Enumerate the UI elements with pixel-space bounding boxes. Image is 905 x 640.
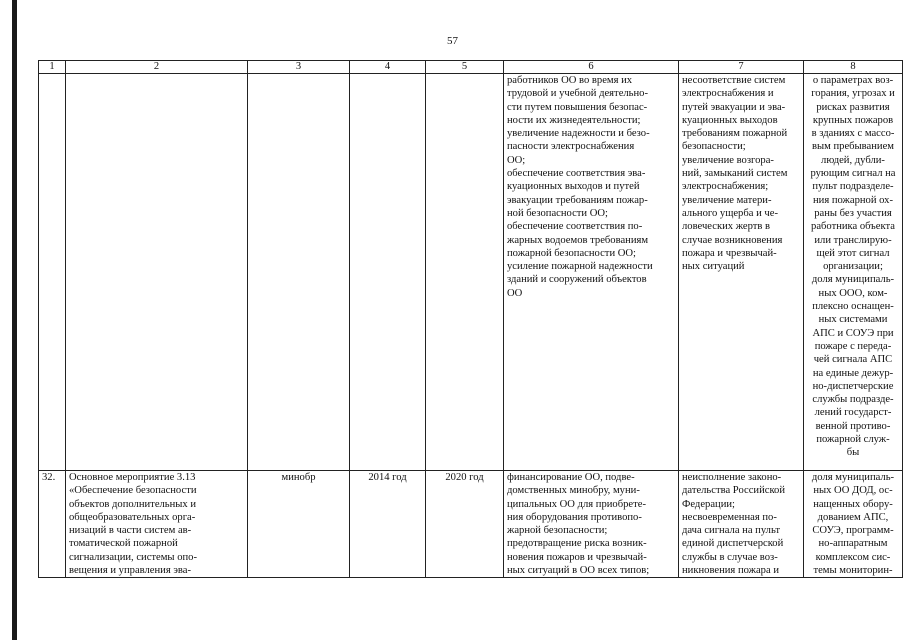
cell-start-year: 2014 год: [350, 471, 426, 578]
text-line: обеспечение соответствия эва-: [507, 168, 646, 180]
column-number-2: 2: [66, 61, 248, 74]
text-line: увеличение надежности и безо-: [507, 128, 650, 140]
column-number-6: 6: [504, 61, 679, 74]
text-line: пасности электроснабжения: [507, 141, 635, 153]
text-line: усиление пожарной надежности: [507, 261, 653, 273]
text-line: пожарной служ-: [816, 434, 890, 446]
text-line: пожарной безопасности ОО;: [507, 247, 637, 259]
scan-edge-bar: [12, 0, 17, 640]
text-line: службы в случае воз-: [682, 551, 778, 563]
text-line: или транслирую-: [814, 234, 892, 246]
text-line: зданий и сооружений объектов: [507, 274, 647, 286]
text-line: пожара и чрезвычай-: [682, 247, 777, 259]
text-line: лений государст-: [814, 407, 892, 419]
text-line: комплексом сис-: [815, 551, 891, 563]
text-line: ных ситуаций: [682, 261, 745, 273]
table-header-row: [39, 61, 903, 74]
text-line: плексно оснащен-: [812, 301, 894, 313]
text-line: финансирование ОО, подве-: [507, 472, 635, 483]
text-line: вым пребыванием: [812, 141, 894, 153]
text-line: в зданиях с массо-: [811, 128, 895, 140]
column-number-8: 8: [804, 61, 903, 74]
text-line: но-аппаратным: [818, 538, 888, 550]
cell-measure-name: [66, 471, 248, 578]
text-line: сти путем повышения безопас-: [507, 101, 648, 113]
text-line: общеобразовательных орга-: [69, 511, 196, 523]
column-number-3: 3: [248, 61, 350, 74]
column-number-1: 1: [39, 61, 66, 74]
text-line: предотвращение риска возник-: [507, 538, 647, 550]
cell-indicators: [804, 74, 903, 471]
text-line: ной безопасности ОО;: [507, 207, 608, 219]
text-line: требованиям пожарной: [682, 128, 788, 140]
text-line: жарной безопасности;: [507, 525, 608, 537]
cell-indicators: [804, 471, 903, 578]
text-line: ний, замыканий систем: [682, 168, 788, 180]
text-line: обеспечение соответствия по-: [507, 221, 643, 233]
text-line: единой диспетчерской: [682, 538, 784, 550]
text-line: увеличение матери-: [682, 194, 772, 206]
text-line: несоответствие систем: [682, 75, 786, 86]
text-line: дача сигнала на пульт: [682, 525, 781, 537]
text-line: жарных водоемов требованиям: [507, 234, 649, 246]
text-line: безопасности;: [682, 141, 746, 153]
text-line: крупных пожаров: [812, 114, 894, 126]
text-line: ального ущерба и че-: [682, 207, 778, 219]
page-number: 57: [447, 35, 458, 47]
table-row-32: [39, 471, 903, 578]
text-line: доля муниципаль-: [811, 274, 895, 286]
text-line: Основное мероприятие 3.13: [69, 472, 196, 483]
text-line: низаций в части систем ав-: [69, 525, 192, 537]
text-line: горания, угрозах и: [811, 88, 895, 100]
text-line: раны без участия: [814, 207, 892, 219]
text-line: ных ООО, ком-: [818, 287, 888, 299]
text-line: несвоевременная по-: [682, 511, 777, 523]
cell-expected-results: [504, 74, 679, 471]
text-line: путей эвакуации и эва-: [682, 101, 786, 113]
cell-non-implementation-consequences: [679, 74, 804, 471]
text-line: ОО;: [507, 154, 526, 166]
column-number-7: 7: [679, 61, 804, 74]
text-line: ных ОО ДОД, ос-: [813, 485, 893, 497]
text-line: СОУЭ, программ-: [812, 525, 894, 537]
text-line: о параметрах воз-: [812, 75, 894, 86]
cell-empty: [248, 74, 350, 471]
text-line: Федерации;: [682, 498, 735, 510]
text-line: щей этот сигнал: [816, 247, 890, 259]
text-line: работников ОО во время их: [507, 75, 633, 86]
cell-empty: [66, 74, 248, 471]
text-line: темы мониторин-: [813, 565, 893, 577]
text-line: дательства Российской: [682, 485, 786, 497]
text-line: АПС и СОУЭ при: [812, 327, 894, 339]
cell-empty: [426, 74, 504, 471]
text-line: рисках развития: [816, 101, 890, 113]
text-line: случае возникновения: [682, 234, 783, 246]
text-line: чей сигнала АПС: [813, 354, 893, 366]
text-line: новения пожаров и чрезвычай-: [507, 551, 647, 563]
text-line: вещения и управления эва-: [69, 565, 191, 577]
text-line: пульт подразделе-: [812, 181, 894, 193]
table-row-continued: [39, 74, 903, 471]
text-line: организации;: [823, 261, 883, 273]
cell-row-number: 32.: [39, 471, 66, 578]
cell-empty: [39, 74, 66, 471]
text-line: ных системами: [818, 314, 888, 326]
cell-end-year: 2020 год: [426, 471, 504, 578]
cell-expected-results: [504, 471, 679, 578]
text-line: но-диспетчерские: [812, 380, 894, 392]
text-line: пожаре с переда-: [814, 340, 892, 352]
text-line: рующим сигнал на: [810, 168, 896, 180]
text-line: нащенных обору-: [813, 498, 893, 510]
text-line: электроснабжения;: [682, 181, 769, 193]
text-line: ОО: [507, 287, 523, 299]
text-line: венной противо-: [815, 420, 891, 432]
text-line: ципальных ОО для приобрете-: [507, 498, 646, 510]
text-line: сигнализации, системы опо-: [69, 551, 197, 563]
text-line: электроснабжения и: [682, 88, 774, 100]
column-number-4: 4: [350, 61, 426, 74]
text-line: домственных минобру, муни-: [507, 485, 640, 497]
text-line: ности их жизнедеятельности;: [507, 114, 641, 126]
text-line: объектов дополнительных и: [69, 498, 197, 510]
text-line: ловеческих жертв в: [682, 221, 771, 233]
text-line: куационных выходов и путей: [507, 181, 640, 193]
text-line: людей, дубли-: [821, 154, 885, 166]
text-line: неисполнение законо-: [682, 472, 782, 483]
text-line: бы: [846, 447, 860, 459]
text-line: увеличение возгора-: [682, 154, 774, 166]
text-line: «Обеспечение безопасности: [69, 485, 197, 497]
cell-non-implementation-consequences: [679, 471, 804, 578]
text-line: эвакуации требованиям пожар-: [507, 194, 648, 206]
text-line: дованием АПС,: [817, 511, 889, 523]
text-line: ных ситуаций в ОО всех типов;: [507, 565, 650, 577]
text-line: работника объекта: [811, 221, 895, 233]
text-line: томатической пожарной: [69, 538, 178, 550]
text-line: доля муниципаль-: [811, 472, 895, 483]
measures-table-wrapper: [38, 60, 896, 578]
cell-empty: [350, 74, 426, 471]
text-line: ния пожарной ох-: [812, 194, 894, 206]
cell-responsible-executor: минобр: [248, 471, 350, 578]
text-line: трудовой и учебной деятельно-: [507, 88, 649, 100]
text-line: службы подразде-: [812, 394, 894, 406]
text-line: куационных выходов: [682, 114, 778, 126]
text-line: никновения пожара и: [682, 565, 779, 577]
measures-table: [38, 60, 903, 578]
column-number-5: 5: [426, 61, 504, 74]
text-line: на единые дежур-: [812, 367, 894, 379]
text-line: ния оборудования противопо-: [507, 511, 642, 523]
